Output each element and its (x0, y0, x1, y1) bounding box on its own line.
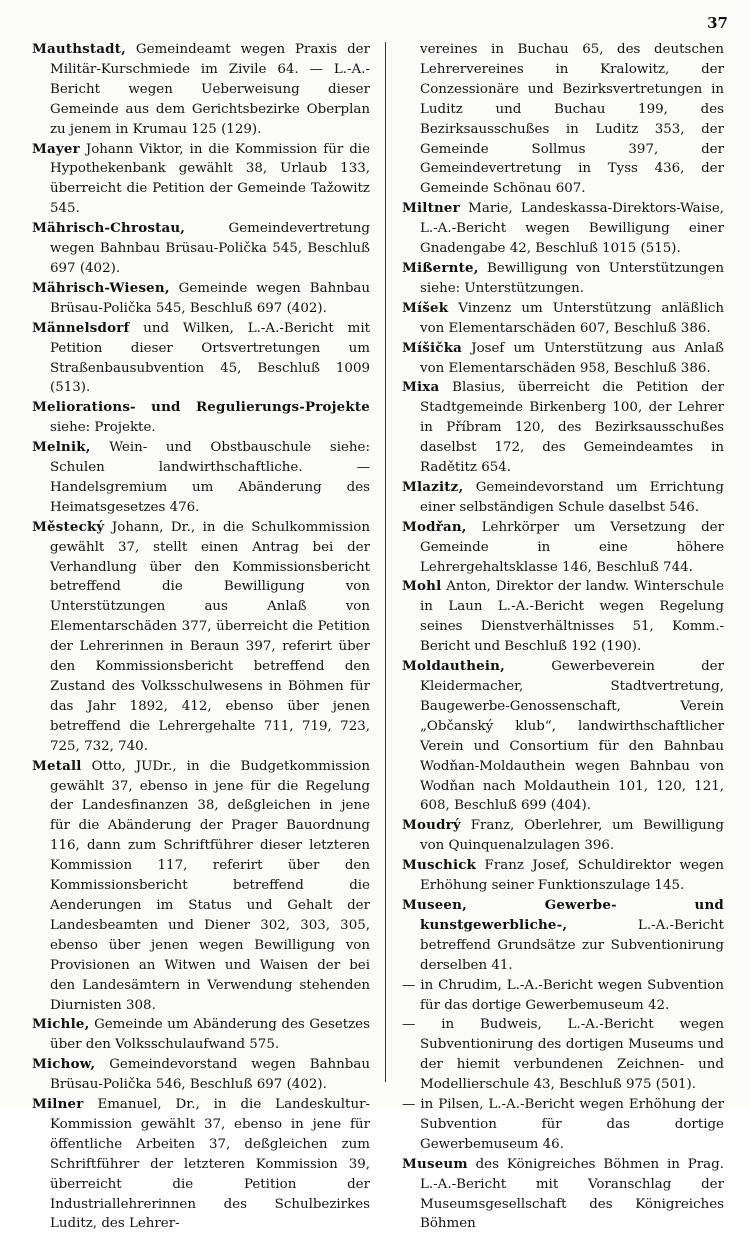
subentry-dash: — (402, 1017, 416, 1033)
entry-text: Lehrkörper um Versetzung der Gemeinde in eine höhere Lehrergehaltsklasse 146, Beschluß 744. (420, 519, 724, 575)
index-entry (32, 438, 370, 518)
entry-heading: Michow, (32, 1056, 96, 1073)
entry-heading: Museum (402, 1155, 468, 1172)
index-entry (402, 896, 724, 976)
index-entry (402, 657, 724, 816)
entry-text: Anton, Direktor der landw. Winterschule in Laun L.-A.-Bericht wegen Regelung seines Dienstverhältnisses 51, Komm.-Bericht und Beschluß 192 (190). (420, 579, 725, 655)
entry-heading: Milner (32, 1096, 84, 1113)
entry-text: Vinzenz um Unterstützung anläßlich von Elementarschäden 607, Beschluß 386. (420, 300, 724, 336)
index-subentry (402, 1015, 724, 1095)
entry-text: in Pilsen, L.-A.-Bericht wegen Erhöhung der Subvention für das dortige Gewerbemuseum 46. (420, 1097, 724, 1152)
entry-text: Gemeinde wegen Bahnbau Brüsau-Polička 545, Beschluß 697 (402). (50, 280, 370, 316)
entry-text: L.-A.-Bericht betreffend Grundsätze zur Subventionirung derselben 41. (420, 917, 724, 973)
entry-text: Wein- und Obstbauschule siehe: Schulen landwirthschaftliche. — Handelsgremium um Abänderung des Heimatsgesetzes 476. (50, 440, 370, 515)
entry-heading: Moldauthein, (402, 658, 505, 675)
index-entry (32, 279, 370, 319)
index-entry (402, 299, 724, 339)
index-entry (402, 577, 724, 657)
index-entry (32, 319, 370, 399)
entry-heading: Mayer (32, 140, 80, 157)
index-entry (402, 199, 724, 259)
entry-text: Franz, Oberlehrer, um Bewilligung von Quinquenalzulagen 396. (420, 818, 725, 854)
index-entry (32, 1055, 370, 1095)
entry-text: Gemeindevorstand um Errichtung einer selbständigen Schule daselbst 546. (420, 479, 724, 515)
index-entry (32, 518, 370, 757)
entry-heading: Mixa (402, 379, 440, 396)
entry-heading: Městecký (32, 518, 105, 535)
entry-heading: Meliorations- und Regulierungs-Projekte (32, 399, 370, 416)
entry-heading: Miltner (402, 200, 460, 217)
index-entry (32, 398, 370, 438)
entry-text: Marie, Landeskassa-Direktors-Waise, L.-A.-Bericht wegen Bewilligung einer Gnadengabe 42, Beschluß 1015 (515). (420, 201, 724, 257)
entry-heading: Metall (32, 757, 82, 774)
entry-text: Gemeindevorstand wegen Bahnbau Brüsau-Polička 546, Beschluß 697 (402). (50, 1057, 370, 1093)
index-entry (402, 339, 724, 379)
entry-heading: Mährisch-Chrostau, (32, 220, 186, 237)
index-entry-continuation (402, 40, 724, 199)
entry-text: des Königreiches Böhmen in Prag. L.-A.-Bericht mit Voranschlag der Museumsgesellschaft des Königreiches Böhmen (420, 1156, 724, 1232)
entry-heading: Míšek (402, 299, 449, 316)
index-subentry (402, 976, 724, 1016)
entry-text: Bewilligung von Unterstützungen siehe: Unterstützungen. (420, 260, 725, 296)
entry-heading: Mährisch-Wiesen, (32, 279, 170, 296)
entry-heading: Mauthstadt, (32, 41, 126, 57)
index-entry (32, 219, 370, 279)
index-entry (402, 816, 724, 856)
index-entry (402, 518, 724, 578)
index-entry (32, 140, 370, 220)
entry-text: Franz Josef, Schuldirektor wegen Erhöhung seiner Funktionszulage 145. (420, 858, 724, 894)
index-entry (402, 478, 724, 518)
entry-heading: Michle, (32, 1016, 90, 1033)
entry-text: Blasius, überreicht die Petition der Stadtgemeinde Birkenberg 100, der Lehrer in Příbram 120, des Bezirksausschußes daselbst 172, des Gemeindeamtes in Radětitz 654. (420, 380, 724, 476)
entry-text: Emanuel, Dr., in die Landeskultur-Kommission gewählt 37, ebenso in jene für öffentliche Arbeiten 37, deßgleichen zum Schriftführer der letzteren Kommission 39, überreicht die Petition der Industriallehrerinnen des Schulbezirkes Luditz, des Lehrer- (50, 1097, 370, 1232)
entry-text: vereines in Buchau 65, des deutschen Lehrervereines in Kralowitz, der Conzessionäre und Bezirksvertretungen in Luditz und Buchau 199, des Bezirksausschußes in Luditz 353, der Gemeinde Sollmus 397, der Gemeindevertretung in Tyss 436, der Gemeinde Schönau 607. (420, 42, 724, 197)
entry-heading: Melnik, (32, 439, 91, 456)
left-column (32, 40, 370, 1234)
subentry-dash: — (402, 1097, 416, 1113)
entry-heading: Modřan, (402, 518, 467, 535)
entry-text: Gemeindevertretung wegen Bahnbau Brüsau-Polička 545, Beschluß 697 (402). (50, 221, 370, 276)
entry-text: in Budweis, L.-A.-Bericht wegen Subventionirung des dortigen Museums und der hiemit verbundenen Zeichnen- und Modellierschule 43, Beschluß 975 (501). (420, 1017, 724, 1093)
index-entry (32, 40, 370, 140)
index-entry (402, 856, 724, 896)
entry-text: Gewerbeverein der Kleidermacher, Stadtvertretung, Baugewerbe-Genossenschaft, Verein „Občanský klub“, landwirthschaftlicher Verein und Consortium für den Bahnbau Wodňan-Moldauthein wegen Bahnbau von Wodňan nach Moldauthein 101, 120, 121, 608, Beschluß 699 (404). (420, 659, 724, 814)
index-entry (402, 259, 724, 299)
entry-text: Gemeinde um Abänderung des Gesetzes über den Volksschulaufwand 575. (50, 1017, 370, 1053)
entry-text: Johann, Dr., in die Schulkommission gewählt 37, stellt einen Antrag bei der Verhandlung über den Kommissionsbericht betreffend die Bewilligung von Unterstützungen aus Anlaß von Elementarschäden 377, überreicht die Petition der Lehrerinnen in Beraun 397, referirt über den Kommissionsbericht betreffend den Zustand des Volksschulwesens in Böhmen für das Jahr 1892, 412, ebenso über jenen betreffend die Lehrergehalte 711, 719, 723, 725, 732, 740. (50, 519, 370, 754)
index-entry (402, 1155, 724, 1234)
right-column (402, 40, 724, 1234)
page-number: 37 (707, 14, 728, 32)
index-entry (32, 757, 370, 1016)
column-divider (385, 42, 386, 1082)
index-subentry (402, 1095, 724, 1155)
entry-text: Gemeindeamt wegen Praxis der Militär-Kurschmiede im Zivile 64. — L.-A.-Bericht wegen Ueberweisung dieser Gemeinde aus dem Gerichtsbezirke Oberplan zu jenem in Krumau 125 (129). (50, 42, 370, 137)
index-entry (32, 1095, 370, 1234)
entry-text: Otto, JUDr., in die Budgetkommission gewählt 37, ebenso in jene für die Regelung der Landesfinanzen 38, deßgleichen in jene für die Abänderung der Prager Bauordnung 116, dann zum Schriftführer dieser letzteren Kommission 117, referirt über den Kommissionsbericht betreffend die Aenderungen im Status und Gehalt der Landesbeamten und Diener 302, 303, 305, ebenso über jenen wegen Bewilligung von Provisionen an Witwen und Waisen der bei den Landesämtern in Verwendung stehenden Diurnisten 308. (50, 758, 370, 1013)
entry-heading: Mlazitz, (402, 478, 464, 495)
entry-heading: Moudrý (402, 817, 461, 834)
index-entry (402, 378, 724, 478)
index-entry (32, 1015, 370, 1055)
entry-text: Johann Viktor, in die Kommission für die Hypothekenbank gewählt 38, Urlaub 133, überreicht die Petition der Gemeinde Tažowitz 545. (50, 141, 370, 217)
entry-text: siehe: Projekte. (50, 420, 156, 436)
subentry-dash: — (402, 977, 416, 993)
entry-text: und Wilken, L.-A.-Bericht mit Petition dieser Ortsvertretungen um Straßenbausubvention 45, Beschluß 1009 (513). (50, 320, 370, 396)
entry-heading: Mißernte, (402, 259, 479, 276)
entry-text: in Chrudim, L.-A.-Bericht wegen Subvention für das dortige Gewerbemuseum 42. (420, 977, 724, 1013)
entry-heading: Mohl (402, 578, 442, 595)
entry-heading: Männelsdorf (32, 319, 130, 336)
entry-text: Josef um Unterstützung aus Anlaß von Elementarschäden 958, Beschluß 386. (420, 340, 725, 376)
entry-heading: Míšička (402, 339, 463, 356)
entry-heading: Museen, Gewerbe- und kunstgewerbliche-, (402, 896, 724, 933)
entry-heading: Muschick (402, 857, 477, 874)
